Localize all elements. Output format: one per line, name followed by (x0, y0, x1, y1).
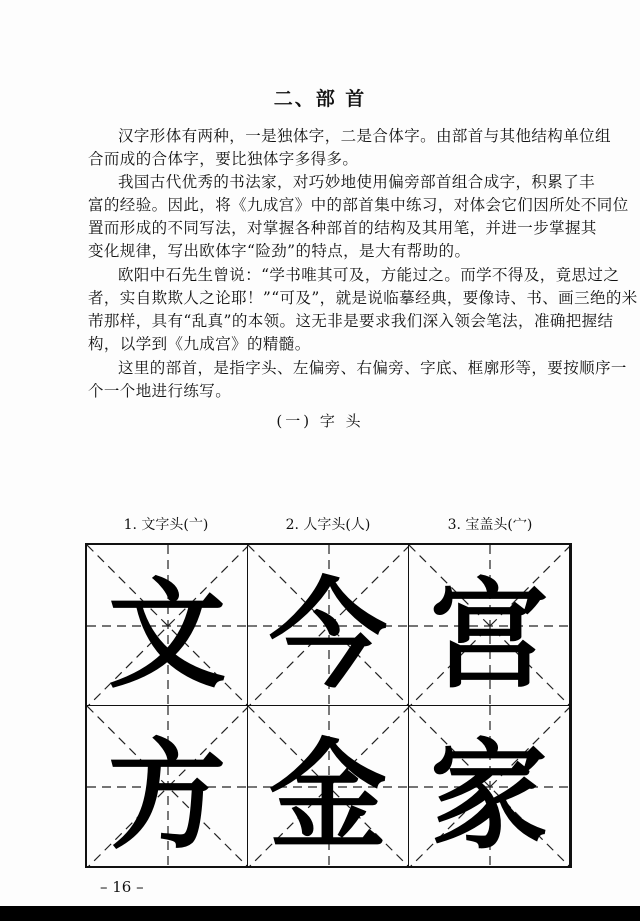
mi-grid-cell (408, 544, 570, 706)
calligraphy-character: 家 (429, 726, 548, 865)
text-line: 富的经验。因此，将《九成宫》中的部首集中练习，对体会它们因所处不同位 (88, 196, 629, 214)
mi-grid-cell (408, 705, 570, 867)
page-number: – 16 – (100, 878, 144, 896)
text-line: 欧阳中石先生曾说：“学书唯其可及，方能过之。而学不得及，竟思过之 (118, 266, 620, 284)
text-line: 汉字形体有两种，一是独体字，二是合体字。由部首与其他结构单位组 (118, 127, 611, 145)
scan-edge (0, 906, 640, 921)
text-line: 构，以学到《九成宫》的精髓。 (88, 335, 311, 353)
mi-grid-cell (247, 544, 409, 706)
calligraphy-character: 宫 (429, 565, 548, 704)
text-line: 变化规律，写出欧体字“险劲”的特点，是大有帮助的。 (88, 242, 471, 260)
mi-grid-cell (247, 705, 409, 867)
column-label: 1. 文字头(亠) (123, 517, 209, 533)
mi-grid-cell (86, 544, 248, 706)
text-line: 我国古代优秀的书法家，对巧妙地使用偏旁部首组合成字，积累了丰 (118, 173, 596, 191)
calligraphy-character: 文 (107, 565, 226, 704)
column-label: 2. 人字头(人) (285, 517, 371, 533)
calligraphy-character: 方 (107, 726, 226, 865)
calligraphy-character: 今 (268, 565, 387, 704)
text-line: 这里的部首，是指字头、左偏旁、右偏旁、字底、框廓形等，要按顺序一 (118, 359, 627, 377)
practice-grid (85, 543, 572, 868)
subheading: (一) 字 头 (276, 412, 364, 430)
text-line: 置而形成的不同写法，对掌握各种部首的结构及其用笔，并进一步掌握其 (88, 219, 597, 237)
text-line: 合而成的合体字，要比独体字多得多。 (88, 150, 359, 168)
column-label: 3. 宝盖头(宀) (447, 517, 533, 533)
text-line: 芾那样，具有“乱真”的本领。这无非是要求我们深入领会笔法，准确把握结 (88, 312, 614, 330)
text-line: 个一个地进行练写。 (88, 382, 232, 400)
calligraphy-character: 金 (268, 726, 387, 865)
mi-grid-cell (86, 705, 248, 867)
section-title: 二、部 首 (273, 88, 367, 110)
text-line: 者，实自欺欺人之论耶！”“可及”，就是说临摹经典，要像诗、书、画三绝的米 (88, 289, 638, 307)
